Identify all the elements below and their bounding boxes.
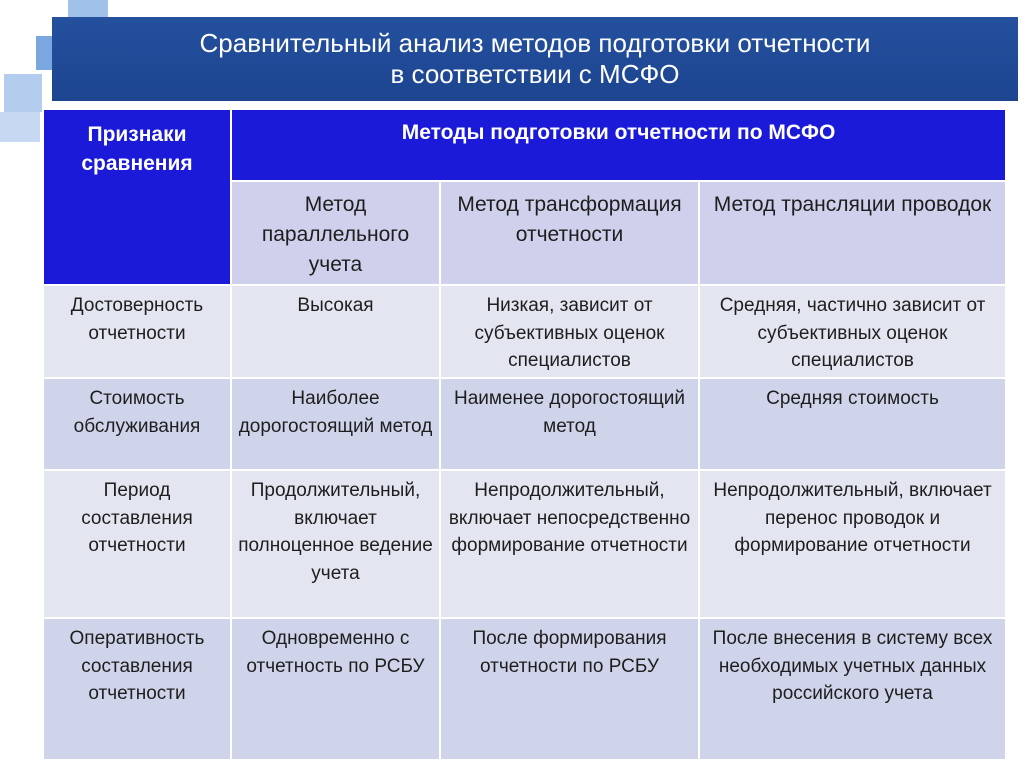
criterion-cell: Достоверность отчетности [43,285,231,378]
slide-title-bar [52,17,1018,101]
decor-square [4,74,42,112]
table-cell: Непродолжительный, включает перенос проводок и формирование отчетности [699,470,1006,618]
table-cell: После внесения в систему всех необходимых учетных данных российского учета [699,618,1006,760]
table-row [43,618,1006,760]
slide-title: Сравнительный анализ методов подготовки отчетности в соответствии с МСФО [199,28,871,89]
table-cell: Низкая, зависит от субъективных оценок специалистов [440,285,699,378]
table-cell: Средняя, частично зависит от субъективных оценок специалистов [699,285,1006,378]
table-cell: Продолжительный, включает полноценное ведение учета [231,470,440,618]
table-cell: Одновременно с отчетность по РСБУ [231,618,440,760]
table-cell: Наименее дорогостоящий метод [440,378,699,470]
decor-square [0,112,40,142]
criteria-header: Признаки сравнения [43,109,231,285]
criterion-cell: Период составления отчетности [43,470,231,618]
table-cell: Наиболее дорогостоящий метод [231,378,440,470]
criterion-cell: Оперативность составления отчетности [43,618,231,760]
table-row [43,285,1006,378]
table-row [43,378,1006,470]
header-row [43,109,1006,181]
table-cell: Высокая [231,285,440,378]
column-header: Метод трансформация отчетности [440,181,699,285]
methods-header: Методы подготовки отчетности по МСФО [231,109,1006,181]
column-header: Метод трансляции проводок [699,181,1006,285]
table-cell: После формирования отчетности по РСБУ [440,618,699,760]
table-cell: Непродолжительный, включает непосредственно формирование отчетности [440,470,699,618]
table-cell: Средняя стоимость [699,378,1006,470]
table-row [43,470,1006,618]
column-header: Метод параллельного учета [231,181,440,285]
comparison-table [42,108,1007,761]
criterion-cell: Стоимость обслуживания [43,378,231,470]
